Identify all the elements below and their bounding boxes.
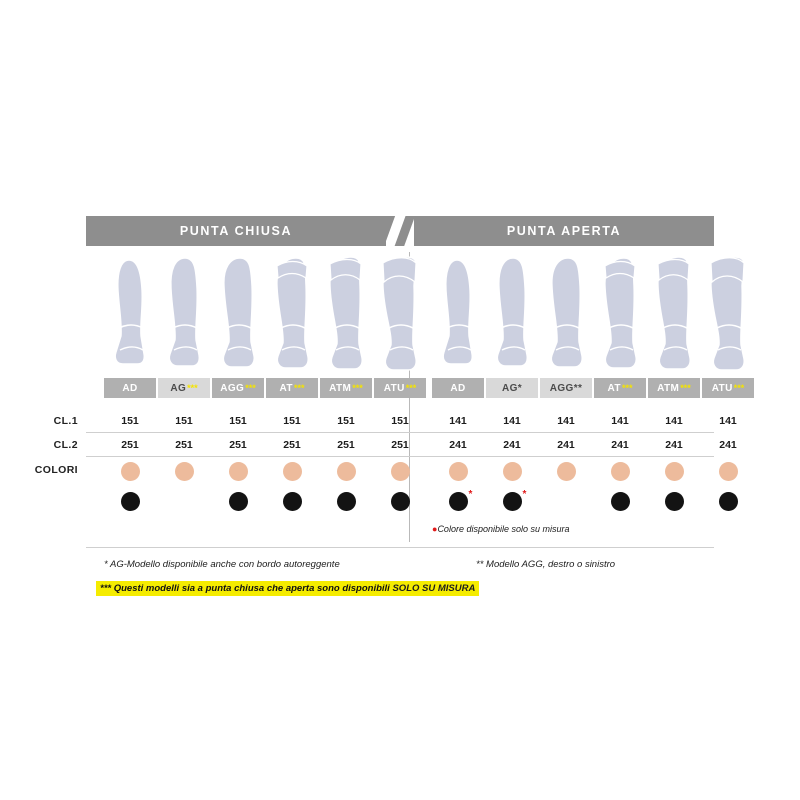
product-code-cell <box>702 378 754 398</box>
color-swatch-black <box>391 492 410 511</box>
made-to-measure-marker: *** <box>680 383 691 393</box>
note-made-to-measure-lead: *** Questi modelli sia a punta chiusa che aperta sono disponibili <box>100 583 393 594</box>
leg-illustration <box>540 256 592 374</box>
product-code-label: ATU <box>711 382 733 394</box>
color-swatch-skin <box>229 462 248 481</box>
leg-illustration <box>594 256 646 374</box>
product-code-cell <box>594 378 646 398</box>
color-swatch-skin <box>719 462 738 481</box>
section-header-closed-toe: PUNTA CHIUSA <box>86 216 386 246</box>
row-label-cl1: CL.1 <box>53 415 78 427</box>
product-code-cell <box>432 378 484 398</box>
color-swatch-skin <box>557 462 576 481</box>
product-code-label: AG <box>170 382 187 394</box>
made-to-measure-red-marker: * <box>522 489 527 500</box>
product-code-label: ATM <box>657 382 680 394</box>
divider-line <box>86 432 714 433</box>
made-to-measure-red-marker: * <box>468 489 473 500</box>
cell-cl2: 241 <box>719 439 737 451</box>
cell-cl1: 141 <box>557 415 575 427</box>
color-swatch-skin <box>175 462 194 481</box>
made-to-measure-marker: *** <box>733 383 745 393</box>
color-swatch-skin <box>449 462 468 481</box>
product-code-cell <box>648 378 700 398</box>
product-code-label: ATM <box>329 382 352 394</box>
note-agg-model: ** Modello AGG, destro o sinistro <box>476 559 616 570</box>
cell-cl2: 241 <box>557 439 575 451</box>
cell-cl1: 151 <box>121 415 139 427</box>
divider-line <box>86 547 714 548</box>
product-code-label: AGG <box>220 382 245 394</box>
cell-cl2: 251 <box>337 439 355 451</box>
color-swatch-black <box>665 492 684 511</box>
cell-cl1: 141 <box>449 415 467 427</box>
color-swatch-black <box>503 492 522 511</box>
cell-cl2: 241 <box>611 439 629 451</box>
made-to-measure-marker: *** <box>352 383 363 393</box>
product-code-label: AD <box>122 382 138 394</box>
color-swatch-skin <box>337 462 356 481</box>
divider-line <box>86 456 714 457</box>
cell-cl1: 141 <box>503 415 521 427</box>
color-swatch-skin <box>391 462 410 481</box>
made-to-measure-marker: *** <box>187 383 198 393</box>
cell-cl2: 251 <box>175 439 193 451</box>
made-to-measure-marker: *** <box>405 383 417 393</box>
color-swatch-black <box>449 492 468 511</box>
product-code-row-open-toe <box>0 378 800 398</box>
color-swatch-black <box>229 492 248 511</box>
cell-cl2: 241 <box>503 439 521 451</box>
header-slash-divider <box>378 216 414 246</box>
color-swatch-black <box>337 492 356 511</box>
color-swatch-black <box>611 492 630 511</box>
section-header-open-toe: PUNTA APERTA <box>414 216 714 246</box>
product-code-label: AG* <box>501 382 523 394</box>
cell-cl2: 241 <box>665 439 683 451</box>
cell-cl1: 151 <box>175 415 193 427</box>
note-ag-model: * AG-Modello disponibile anche con bordo autoreggente <box>104 559 340 570</box>
product-code-cell <box>540 378 592 398</box>
color-swatch-skin <box>503 462 522 481</box>
product-code-label: ATU <box>383 382 405 394</box>
cell-cl1: 151 <box>391 415 409 427</box>
cell-cl2: 251 <box>283 439 301 451</box>
leg-illustration <box>486 256 538 374</box>
leg-illustration <box>702 256 754 374</box>
leg-illustration <box>432 256 484 374</box>
note-color-availability: ●Colore disponibile solo su misura <box>432 524 570 534</box>
product-code-label: AD <box>450 382 466 394</box>
cell-cl1: 151 <box>283 415 301 427</box>
color-swatch-black <box>719 492 738 511</box>
note-made-to-measure-emphasis: SOLO SU MISURA <box>392 583 476 594</box>
color-swatch-skin <box>283 462 302 481</box>
color-swatch-black <box>121 492 140 511</box>
leg-illustrations-open-toe <box>0 256 800 374</box>
row-label-colori: COLORI <box>34 464 78 476</box>
color-swatch-skin <box>121 462 140 481</box>
cell-cl1: 141 <box>611 415 629 427</box>
made-to-measure-marker: *** <box>245 383 256 393</box>
color-swatch-black <box>283 492 302 511</box>
leg-illustration <box>648 256 700 374</box>
product-code-label: AT <box>279 382 293 394</box>
cell-cl2: 241 <box>449 439 467 451</box>
made-to-measure-marker: *** <box>293 383 305 393</box>
cell-cl1: 141 <box>719 415 737 427</box>
cell-cl2: 251 <box>121 439 139 451</box>
made-to-measure-marker: *** <box>621 383 633 393</box>
cell-cl2: 251 <box>391 439 409 451</box>
row-label-cl2: CL.2 <box>53 439 78 451</box>
cell-cl2: 251 <box>229 439 247 451</box>
red-asterisk-icon: ● <box>432 524 438 534</box>
product-code-label: AT <box>607 382 621 394</box>
color-swatch-skin <box>611 462 630 481</box>
cell-cl1: 141 <box>665 415 683 427</box>
product-code-cell <box>486 378 538 398</box>
product-code-label: AGG** <box>549 382 583 394</box>
cell-cl1: 151 <box>337 415 355 427</box>
color-swatch-skin <box>665 462 684 481</box>
cell-cl1: 151 <box>229 415 247 427</box>
note-made-to-measure <box>96 581 479 596</box>
